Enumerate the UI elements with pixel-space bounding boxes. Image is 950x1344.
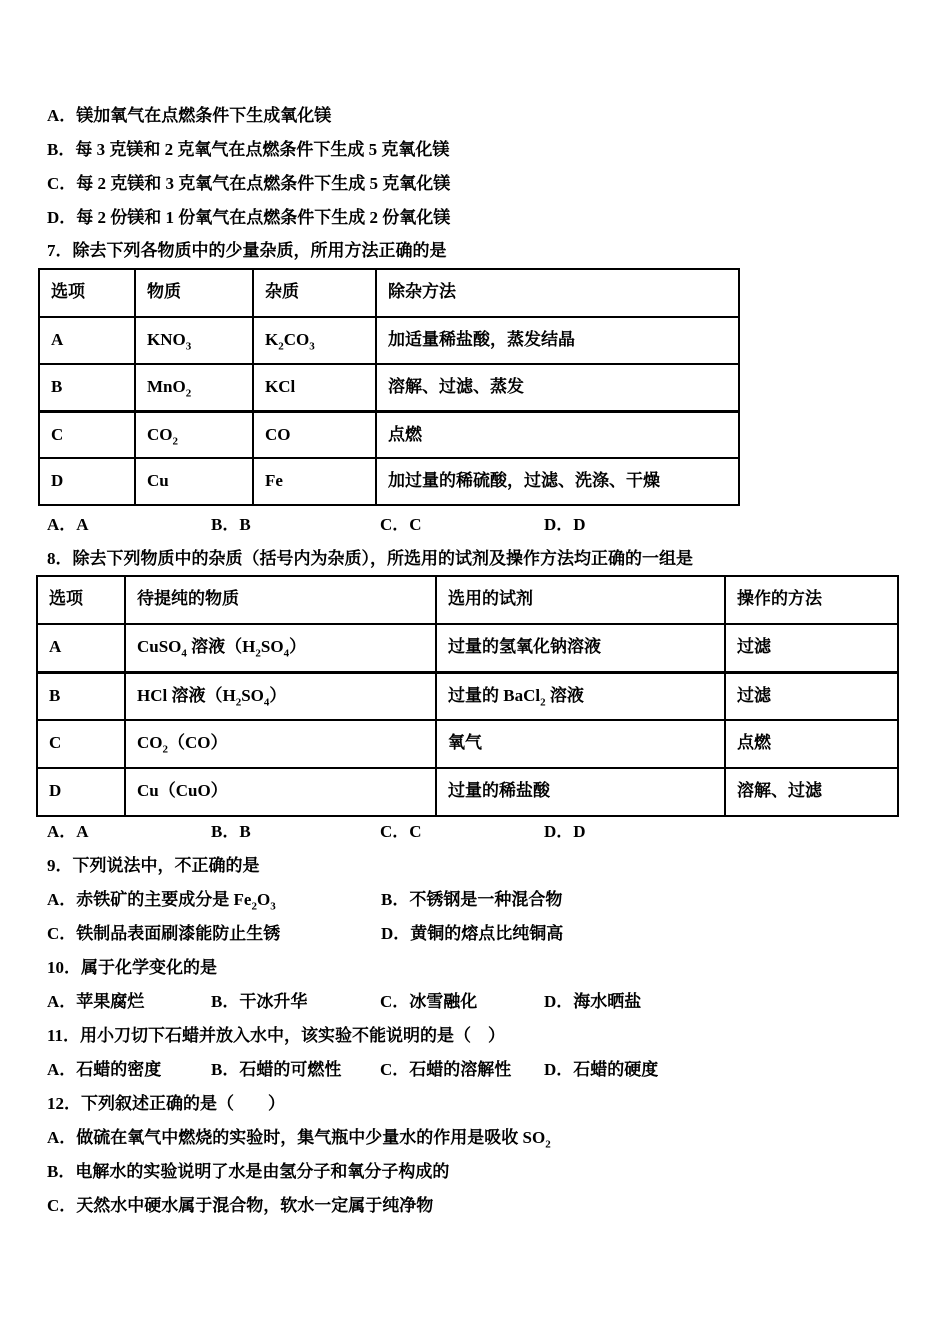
table-cell: $CO_2(CO)$ — [125, 720, 436, 768]
table-cell: 过量的氢氧化钠溶液 — [436, 624, 725, 672]
q8-table-row-d — [37, 768, 898, 816]
table-header-cell: 选用的试剂 — [436, 576, 725, 624]
table-cell: 加过量的稀硫酸，过滤、洗涤、干燥 — [376, 458, 739, 505]
q10-option-c: C．冰雪融化 — [380, 992, 478, 1011]
q8-table-row-b — [37, 672, 898, 720]
q8-stem: 8．除去下列物质中的杂质（括号内为杂质），所选用的试剂及操作方法均正确的一组是 — [47, 549, 693, 568]
table-cell: Cu — [135, 458, 253, 505]
table-cell: B — [39, 364, 135, 411]
q8-table — [36, 575, 899, 817]
table-cell: C — [39, 411, 135, 458]
q12-option-b: B．电解水的实验说明了水是由氢分子和氧分子构成的 — [47, 1162, 450, 1181]
q8-table-row-c — [37, 720, 898, 768]
q10-option-d: D．海水晒盐 — [544, 992, 642, 1011]
q8-table-row-a — [37, 624, 898, 672]
table-cell: A — [37, 624, 125, 672]
table-cell: D — [39, 458, 135, 505]
table-header-cell: 杂质 — [253, 269, 376, 317]
table-cell: 溶解、过滤 — [725, 768, 898, 816]
answer-choice: D．D — [544, 515, 586, 534]
table-header-cell: 物质 — [135, 269, 253, 317]
q11-option-c: C．石蜡的溶解性 — [380, 1060, 512, 1079]
q7-table-row-c — [39, 411, 739, 458]
table-cell: HCl 溶液$(H_2SO_4)$ — [125, 672, 436, 720]
table-cell: $KNO_3$ — [135, 317, 253, 364]
table-cell: Cu（CuO） — [125, 768, 436, 816]
q9-options-row-1 — [47, 889, 927, 912]
table-cell: CuSO$_4$ 溶液$(H_2SO_4)$ — [125, 624, 436, 672]
table-cell: C — [37, 720, 125, 768]
q7-table-row-b — [39, 364, 739, 411]
q9-option-b: B．不锈钢是一种混合物 — [381, 890, 563, 909]
table-cell: 点燃 — [725, 720, 898, 768]
table-cell: 点燃 — [376, 411, 739, 458]
table-header-cell: 选项 — [39, 269, 135, 317]
table-cell: D — [37, 768, 125, 816]
table-cell: 氧气 — [436, 720, 725, 768]
table-cell: 加适量稀盐酸，蒸发结晶 — [376, 317, 739, 364]
q7-table-header-row — [39, 269, 739, 317]
q9-option-d: D．黄铜的熔点比纯铜高 — [381, 924, 564, 943]
table-cell: MnO$_2$ — [135, 364, 253, 411]
answer-choice: A．A — [47, 822, 89, 841]
q7-answer-row — [47, 514, 927, 537]
table-cell: CO — [253, 411, 376, 458]
q10-stem: 10．属于化学变化的是 — [47, 958, 217, 977]
answer-choice: C．C — [380, 515, 422, 534]
table-cell: 过量的 BaCl$_2$ 溶液 — [436, 672, 725, 720]
q10-option-a: A．苹果腐烂 — [47, 992, 145, 1011]
q7-table-row-a — [39, 317, 739, 364]
answer-choice: B．B — [211, 515, 251, 534]
table-cell: KCl — [253, 364, 376, 411]
q6-option-a: A．镁加氧气在点燃条件下生成氧化镁 — [47, 106, 332, 125]
table-cell: $CO_2$ — [135, 411, 253, 458]
table-cell: 过滤 — [725, 672, 898, 720]
table-header-cell: 待提纯的物质 — [125, 576, 436, 624]
table-header-cell: 选项 — [37, 576, 125, 624]
table-cell: B — [37, 672, 125, 720]
q9-option-c: C．铁制品表面刷漆能防止生锈 — [47, 924, 281, 943]
table-cell: 过量的稀盐酸 — [436, 768, 725, 816]
q8-answer-row — [47, 821, 927, 844]
table-cell: $K_2CO_3$ — [253, 317, 376, 364]
q7-table — [38, 268, 740, 506]
q11-option-a: A．石蜡的密度 — [47, 1060, 162, 1079]
q6-option-d: D．每 2 份镁和 1 份氧气在点燃条件下生成 2 份氧化镁 — [47, 208, 451, 227]
table-cell: 过滤 — [725, 624, 898, 672]
q12-option-c: C．天然水中硬水属于混合物，软水一定属于纯净物 — [47, 1196, 434, 1215]
table-cell: A — [39, 317, 135, 364]
q10-option-b: B．干冰升华 — [211, 992, 308, 1011]
q7-stem: 7．除去下列各物质中的少量杂质，所用方法正确的是 — [47, 241, 447, 260]
q10-options-row — [47, 991, 927, 1014]
table-cell: 溶解、过滤、蒸发 — [376, 364, 739, 411]
q9-options-row-2 — [47, 923, 927, 946]
q9-stem: 9．下列说法中，不正确的是 — [47, 856, 260, 875]
q12-option-a: A．做硫在氧气中燃烧的实验时，集气瓶中少量水的作用是吸收 $SO_2$ — [47, 1128, 551, 1151]
q6-option-b: B．每 3 克镁和 2 克氧气在点燃条件下生成 5 克氧化镁 — [47, 140, 450, 159]
table-cell: Fe — [253, 458, 376, 505]
table-header-cell: 操作的方法 — [725, 576, 898, 624]
q9-option-a: A．赤铁矿的主要成分是 $Fe_2O_3$ — [47, 890, 276, 913]
answer-choice: B．B — [211, 822, 251, 841]
q12-stem: 12．下列叙述正确的是（ ） — [47, 1094, 285, 1113]
table-header-cell: 除杂方法 — [376, 269, 739, 317]
q11-options-row — [47, 1059, 927, 1082]
q6-option-c: C．每 2 克镁和 3 克氧气在点燃条件下生成 5 克氧化镁 — [47, 174, 451, 193]
q8-table-header-row — [37, 576, 898, 624]
q11-option-b: B．石蜡的可燃性 — [211, 1060, 342, 1079]
q7-table-row-d — [39, 458, 739, 505]
q11-stem: 11．用小刀切下石蜡并放入水中，该实验不能说明的是（ ） — [47, 1026, 506, 1045]
answer-choice: C．C — [380, 822, 422, 841]
answer-choice: A．A — [47, 515, 89, 534]
answer-choice: D．D — [544, 822, 586, 841]
q11-option-d: D．石蜡的硬度 — [544, 1060, 659, 1079]
